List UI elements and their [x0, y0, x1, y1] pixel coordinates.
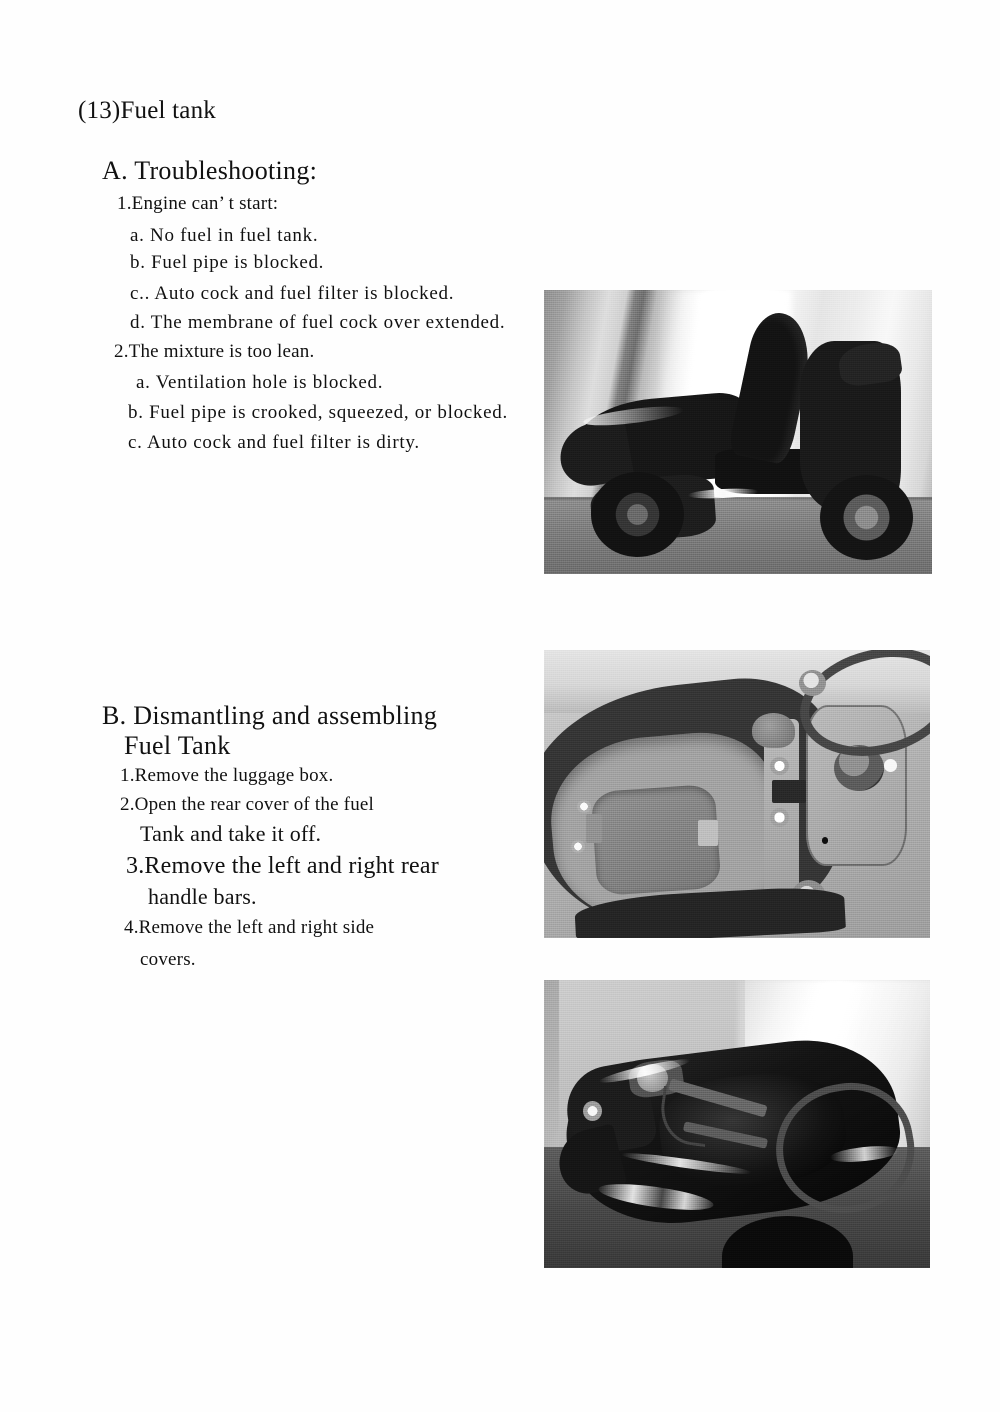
list-item: c. Auto cock and fuel filter is dirty.	[128, 432, 420, 453]
list-item: 1.Engine can’ t start:	[117, 193, 279, 214]
knob	[752, 713, 794, 748]
list-item: 1.Remove the luggage box.	[120, 765, 334, 786]
list-item: 2.Open the rear cover of the fuel	[120, 794, 375, 815]
bolt	[799, 670, 826, 696]
emblem	[583, 1101, 602, 1121]
bolt	[577, 800, 591, 813]
list-item: 4.Remove the left and right side	[124, 917, 375, 938]
bolt	[770, 808, 789, 827]
section-b-heading-line2: Fuel Tank	[124, 731, 231, 760]
figure-rear-body-covers-removed	[544, 980, 930, 1268]
hinge	[586, 814, 601, 843]
scooter-front-wheel	[820, 475, 913, 560]
section-a-heading: A. Troubleshooting:	[102, 156, 318, 185]
seat-latch	[772, 780, 807, 803]
section-b-heading-line1: B. Dismantling and assembling	[102, 701, 438, 730]
list-item: c.. Auto cock and fuel filter is blocked.	[130, 283, 455, 304]
drain-hole	[822, 837, 829, 843]
list-item: covers.	[140, 949, 196, 970]
scooter-rear-wheel	[591, 472, 684, 557]
list-item: handle bars.	[148, 884, 257, 909]
bolt	[770, 757, 789, 776]
list-item: a. Ventilation hole is blocked.	[136, 372, 384, 393]
list-item: a. No fuel in fuel tank.	[130, 225, 319, 246]
list-item: d. The membrane of fuel cock over extended.	[130, 312, 506, 333]
list-item: 3.Remove the left and right rear	[126, 853, 439, 879]
figure-scooter-side-view	[544, 290, 932, 574]
latch-clip	[698, 820, 717, 846]
list-item: Tank and take it off.	[140, 821, 322, 846]
list-item: b. Fuel pipe is crooked, squeezed, or blocked.	[128, 402, 508, 423]
list-item: 2.The mixture is too lean.	[114, 341, 315, 362]
list-item: b. Fuel pipe is blocked.	[130, 252, 325, 273]
page-title: (13)Fuel tank	[78, 97, 216, 124]
figure-under-seat-storage-and-fuel-cap	[544, 650, 930, 938]
